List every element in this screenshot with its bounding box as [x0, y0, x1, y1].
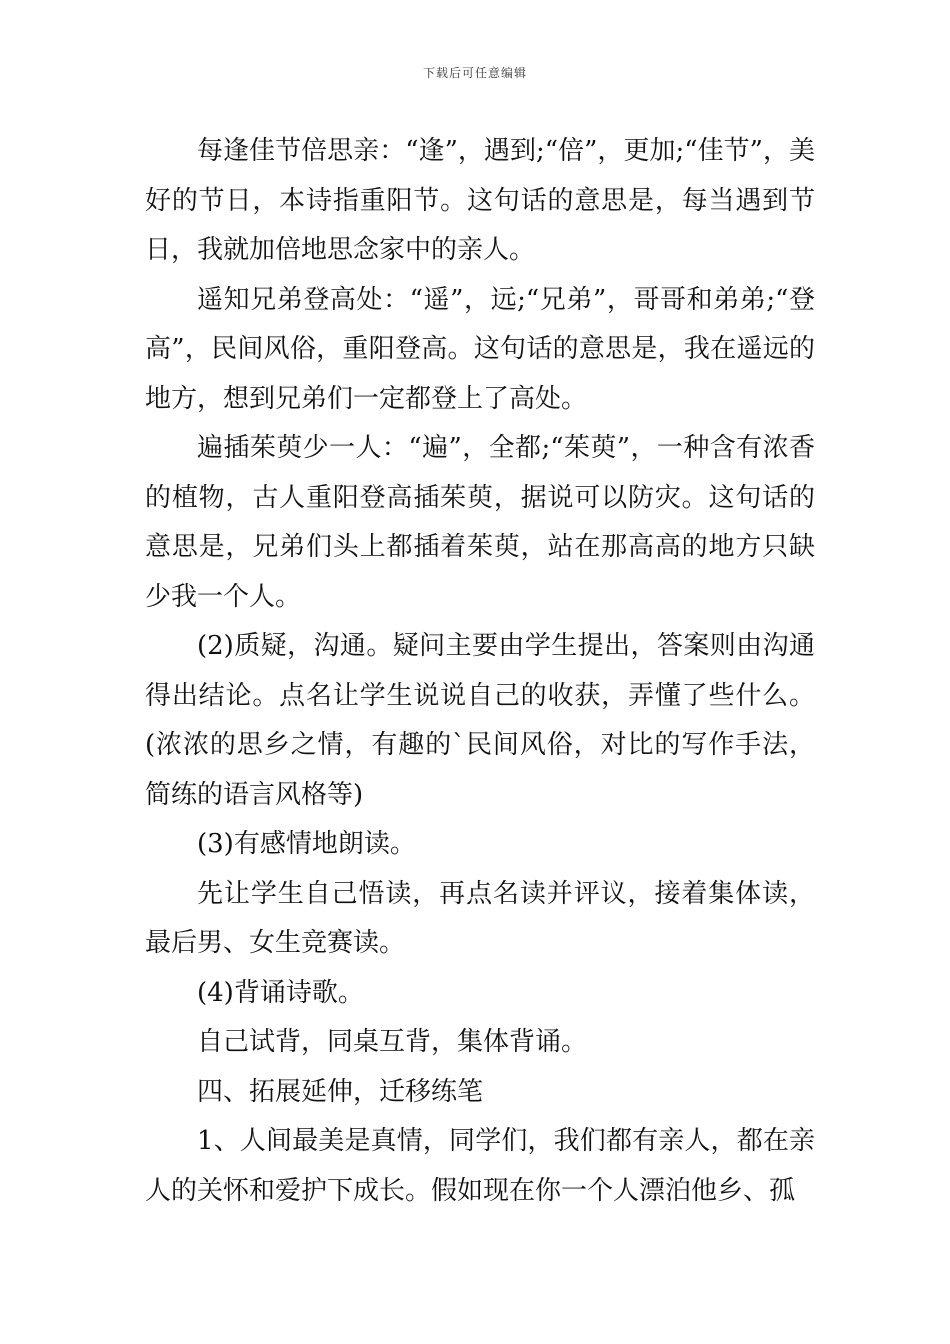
paragraph-recite-steps: 自己试背，同桌互背，集体背诵。 [197, 1027, 588, 1057]
paragraph-reading-steps: 先让学生自己悟读，再点名读并评议，接着集体读，最后男、女生竞赛读。 [145, 878, 815, 958]
paragraph-reading-heading: (3)有感情地朗读。 [197, 829, 416, 859]
paragraph-line-2-explanation: 遥知兄弟登高处：“遥”，远;“兄弟”，哥哥和弟弟;“登高”，民间风俗，重阳登高。这句话的意思是，我在遥远的地方，想到兄弟们一定都登上了高处。 [145, 284, 815, 414]
section-heading-extension: 四、拓展延伸，迁移练笔 [197, 1076, 484, 1107]
page-header: 下载后可任意编辑 [422, 66, 527, 80]
paragraph-line-1-explanation: 每逢佳节倍思亲：“逢”，遇到;“倍”，更加;“佳节”，美好的节日，本诗指重阳节。这句话的意思是，每当遇到节日，我就加倍地思念家中的亲人。 [145, 136, 815, 265]
document-body [145, 127, 815, 1216]
paragraph-line-3-explanation: 遍插茱萸少一人：“遍”，全都;“茱萸”，一种含有浓香的植物，古人重阳登高插茱萸，据说可以防灾。这句话的意思是，兄弟们头上都插着茱萸，站在那高高的地方只缺少我一个人。 [145, 433, 815, 612]
paragraph-question-discussion: (2)质疑，沟通。疑问主要由学生提出，答案则由沟通得出结论。点名让学生说说自己的收获，弄懂了些什么。(浓浓的思乡之情，有趣的`民间风俗，对比的写作手法，简练的语言风格等) [145, 631, 815, 810]
paragraph-recite-heading: (4)背诵诗歌。 [197, 977, 364, 1008]
paragraph-extension-task: 1、人间最美是真情，同学们，我们都有亲人，都在亲人的关怀和爱护下成长。假如现在你一个人漂泊他乡、孤 [145, 1126, 815, 1206]
